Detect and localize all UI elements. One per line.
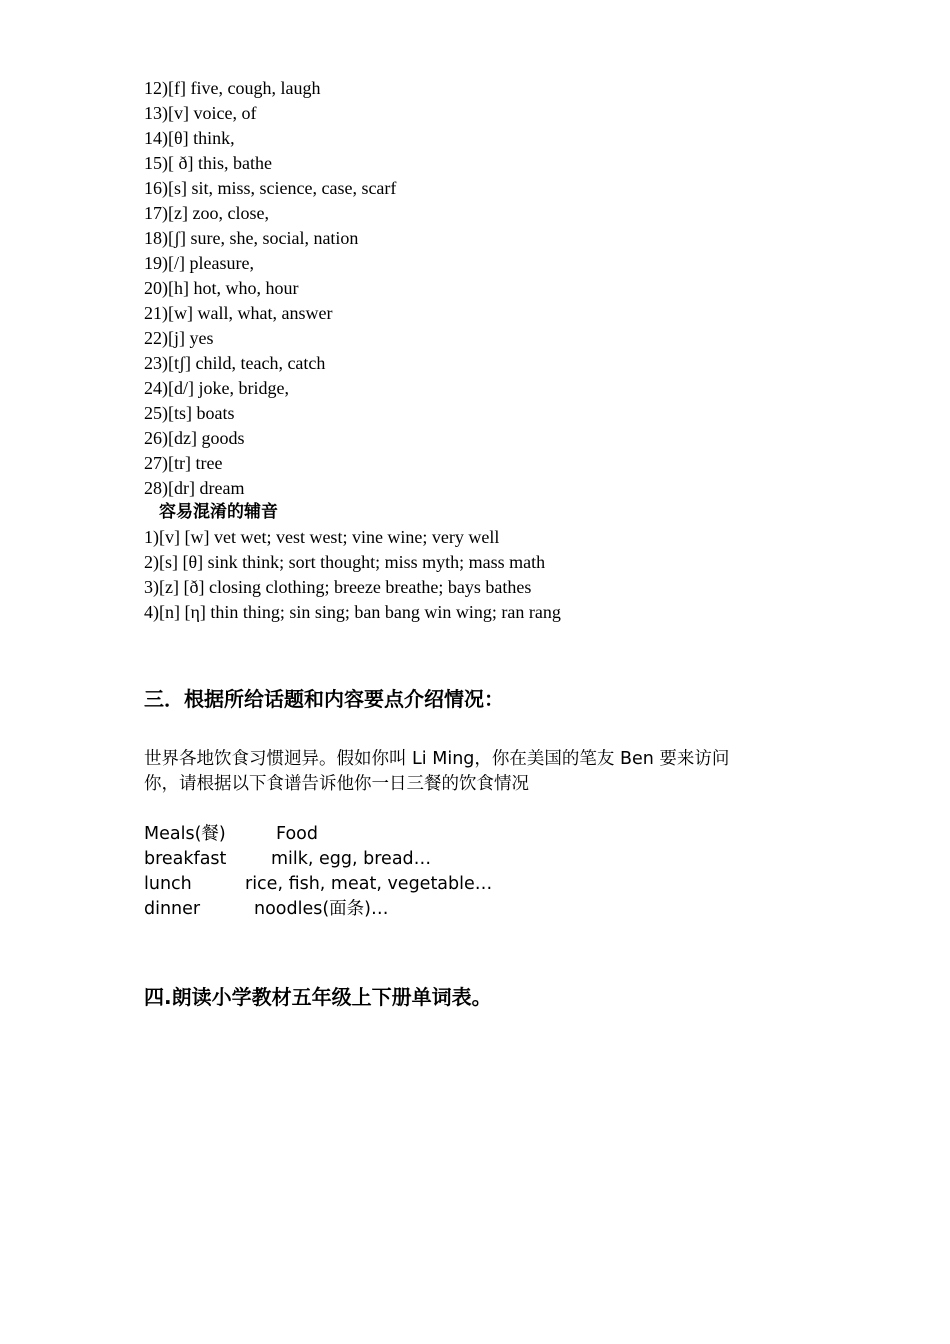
meal-food: Food — [276, 824, 318, 844]
consonant-line-24: 24)[d/] joke, bridge, — [144, 378, 289, 398]
consonant-line-28: 28)[dr] dream — [144, 478, 245, 498]
section-3-heading: 三．根据所给话题和内容要点介绍情况： — [144, 687, 504, 711]
consonant-line-26: 26)[dz] goods — [144, 428, 245, 448]
consonant-line-16: 16)[s] sit, miss, science, case, scarf — [144, 178, 397, 198]
consonant-line-19: 19)[/] pleasure, — [144, 253, 254, 273]
consonant-line-21: 21)[w] wall, what, answer — [144, 303, 333, 323]
consonant-line-20: 20)[h] hot, who, hour — [144, 278, 299, 298]
confusing-line-4: 4)[n] [η] thin thing; sin sing; ban bang win wing; ran rang — [144, 602, 561, 622]
meal-name: lunch — [144, 874, 192, 894]
confusing-line-3: 3)[z] [ð] closing clothing; breeze breathe; bays bathes — [144, 577, 532, 597]
meal-name: dinner — [144, 899, 201, 919]
consonant-line-25: 25)[ts] boats — [144, 403, 235, 423]
confusing-consonants-heading: 容易混淆的辅音 — [159, 502, 278, 522]
consonant-line-17: 17)[z] zoo, close, — [144, 203, 269, 223]
consonant-line-23: 23)[tʃ] child, teach, catch — [144, 353, 326, 373]
consonant-line-18: 18)[ʃ] sure, she, social, nation — [144, 228, 359, 248]
meals-table-row-dinner — [144, 897, 389, 922]
section-3-paragraph-line-2: 你，请根据以下食谱告诉他你一日三餐的饮食情况 — [144, 774, 529, 794]
consonant-line-22: 22)[j] yes — [144, 328, 214, 348]
meal-name: breakfast — [144, 849, 227, 869]
section-4-heading: 四.朗读小学教材五年级上下册单词表。 — [144, 985, 492, 1009]
confusing-line-1: 1)[v] [w] vet wet; vest west; vine wine; very well — [144, 527, 500, 547]
meal-food: noodles(面条)… — [254, 899, 389, 919]
consonant-line-15: 15)[ ð] this, bathe — [144, 153, 272, 173]
meal-name: Meals(餐) — [144, 824, 226, 844]
meals-table-header — [144, 822, 318, 847]
consonant-line-12: 12)[f] five, cough, laugh — [144, 78, 321, 98]
section-3-paragraph-line-1: 世界各地饮食习惯迥异。假如你叫 Li Ming，你在美国的笔友 Ben 要来访问 — [144, 749, 730, 769]
consonant-line-13: 13)[v] voice, of — [144, 103, 257, 123]
meals-table-row-breakfast — [144, 847, 432, 872]
meal-food: rice, fish, meat, vegetable… — [245, 874, 493, 894]
consonant-line-27: 27)[tr] tree — [144, 453, 223, 473]
meals-table-row-lunch — [144, 872, 493, 897]
consonant-line-14: 14)[θ] think, — [144, 128, 235, 148]
confusing-line-2: 2)[s] [θ] sink think; sort thought; miss myth; mass math — [144, 552, 546, 572]
meal-food: milk, egg, bread… — [271, 849, 432, 869]
